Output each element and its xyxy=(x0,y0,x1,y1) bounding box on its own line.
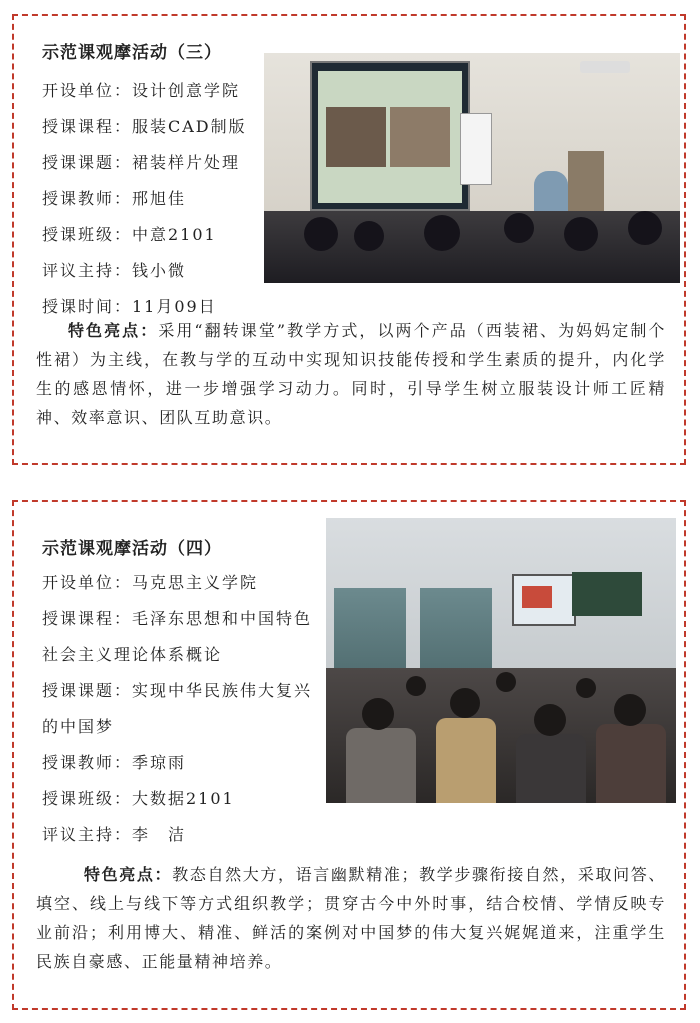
classroom-photo xyxy=(264,53,680,283)
field-time: 授课时间：11月09日 xyxy=(42,297,217,316)
field-course: 授课课程：毛泽东思想和中国特色 xyxy=(42,609,313,628)
field-department: 开设单位：设计创意学院 xyxy=(42,81,241,100)
field-host: 评议主持：李 洁 xyxy=(42,825,187,844)
field-course: 授课课程：服装CAD制版 xyxy=(42,117,247,136)
lecture-hall-photo xyxy=(326,518,676,803)
activity-title: 示范课观摩活动（四） xyxy=(42,539,222,559)
highlight-paragraph xyxy=(36,316,666,432)
highlight-text: 采用“翻转课堂”教学方式，以两个产品（西装裙、为妈妈定制个性裙）为主线，在教与学的互动中实现知识技能传授和学生素质的提升，内化学生的感恩情怀，进一步增强学习动力。同时，引导学生树立服装设计师工匠精神、效率意识、团队互助意识。 xyxy=(36,321,666,427)
field-department: 开设单位：马克思主义学院 xyxy=(42,573,259,592)
highlight-paragraph xyxy=(36,860,666,976)
activity-title: 示范课观摩活动（三） xyxy=(42,43,222,63)
highlight-label: 特色亮点： xyxy=(84,865,173,884)
field-teacher: 授课教师：季琼雨 xyxy=(42,753,187,772)
field-host: 评议主持：钱小微 xyxy=(42,261,187,280)
field-class: 授课班级：大数据2101 xyxy=(42,789,235,808)
field-topic: 授课课题：实现中华民族伟大复兴 xyxy=(42,681,313,700)
field-topic-cont: 的中国梦 xyxy=(42,717,115,736)
field-course-cont: 社会主义理论体系概论 xyxy=(42,645,223,664)
activity-card-4 xyxy=(12,500,686,1010)
field-class: 授课班级：中意2101 xyxy=(42,225,217,244)
activity-card-3 xyxy=(12,14,686,465)
highlight-label: 特色亮点： xyxy=(68,321,159,340)
field-topic: 授课课题：裙装样片处理 xyxy=(42,153,241,172)
field-teacher: 授课教师：邢旭佳 xyxy=(42,189,187,208)
highlight-text: 教态自然大方，语言幽默精准；教学步骤衔接自然，采取问答、填空、线上与线下等方式组织教学；贯穿古今中外时事，结合校情、学情反映专业前沿；利用博大、精准、鲜活的案例对中国梦的伟大复兴娓娓道来，注重学生民族自豪感、正能量精神培养。 xyxy=(36,865,666,971)
